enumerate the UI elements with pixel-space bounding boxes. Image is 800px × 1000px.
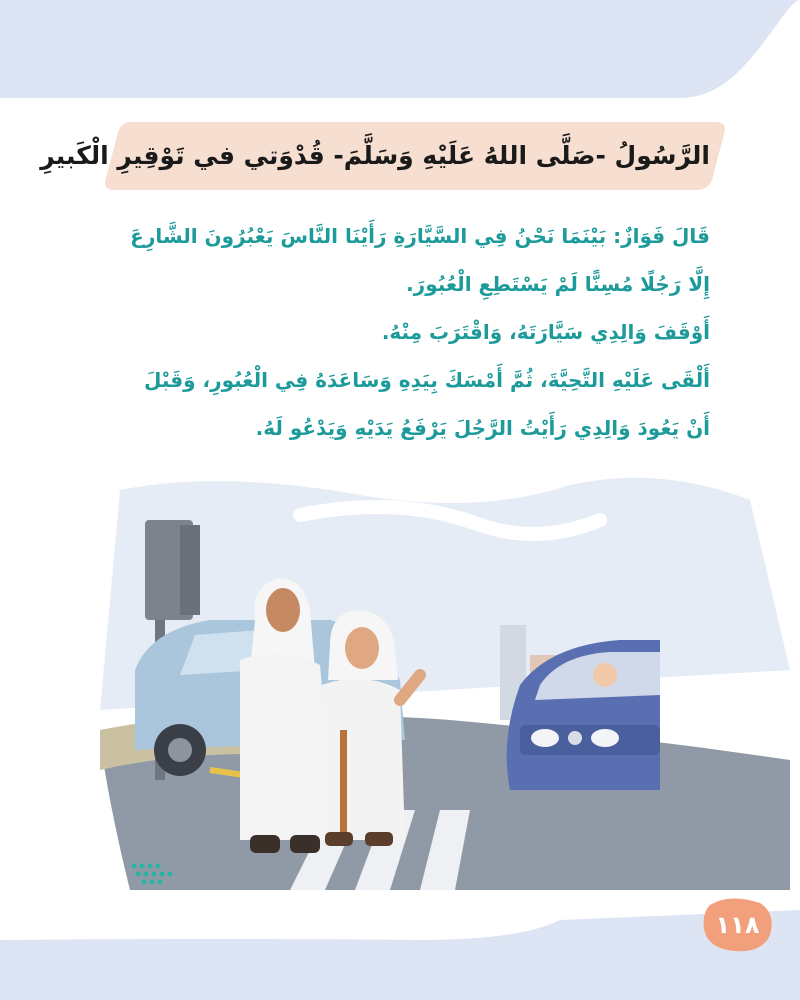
story-line: إِلَّا رَجُلًا مُسِنًّا لَمْ يَسْتَطِعِ الْعُبُورَ.	[406, 272, 710, 296]
story-line: أَوْقَفَ وَالِدِي سَيَّارَتَهُ، وَاقْتَرَبَ مِنْهُ.	[381, 320, 710, 344]
story-line: قَالَ فَوَازٌ: بَيْنَمَا نَحْنُ فِي السَّيَّارَةِ رَأَيْنَا النَّاسَ يَعْبُرُونَ الشَّارِعَ	[130, 224, 710, 248]
story-paragraph	[130, 212, 710, 452]
bottom-decorative-band	[0, 910, 800, 1000]
top-decorative-band	[0, 0, 800, 100]
story-line: أَلْقَى عَلَيْهِ التَّحِيَّةَ، ثُمَّ أَمْسَكَ بِيَدِهِ وَسَاعَدَهُ فِي الْعُبُورِ، وَقَبْلَ	[143, 368, 710, 392]
ministry-logo-icon	[128, 860, 178, 890]
story-line: أَنْ يَعُودَ وَالِدِي رَأَيْتُ الرَّجُلَ يَرْفَعُ يَدَيْهِ وَيَدْعُو لَهُ.	[255, 416, 710, 440]
crosswalk-scene-illustration	[100, 470, 790, 890]
page-number: ١١٨	[715, 911, 760, 939]
lesson-title: الرَّسُولُ -صَلَّى اللهُ عَلَيْهِ وَسَلَّمَ- قُدْوَتي في تَوْقِيرِ الْكَبيرِ	[40, 141, 710, 170]
